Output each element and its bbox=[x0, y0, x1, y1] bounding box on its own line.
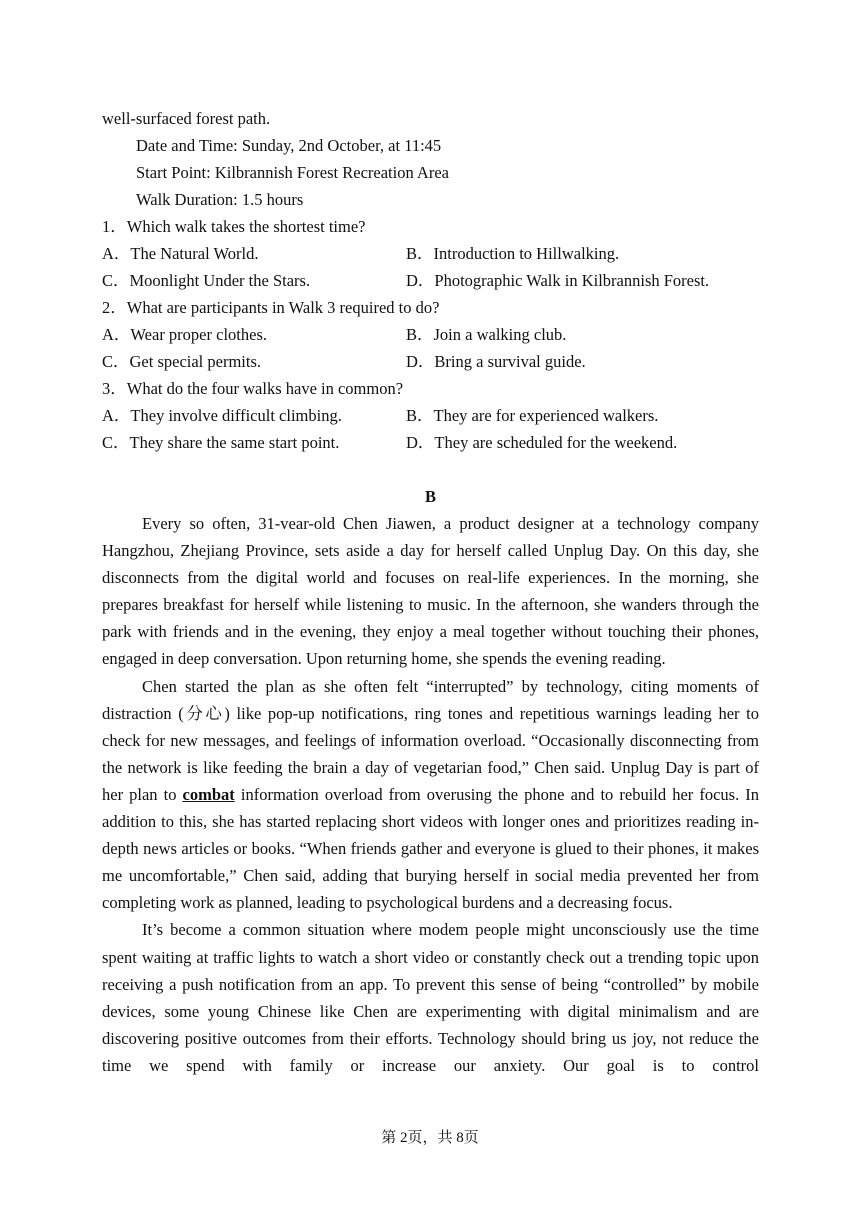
walk-date-time: Date and Time: Sunday, 2nd October, at 11:45 bbox=[136, 136, 442, 155]
paragraph-2-text-before: Chen started the plan as she often felt “interrupted” by technology, citing moments of distraction (分心) like pop-up notifications, ring tones and repetitious warnings leading her to check for new messages, and feelings of information overload. “Occasionally disconnecting from the network is like feeding the brain a day of vegetarian food,” Chen said. Unplug Day is part of her plan to bbox=[102, 676, 759, 804]
option-c: C．Get special permits. bbox=[102, 352, 262, 371]
page-number-footer: 第 2页，共 8页 bbox=[381, 1130, 479, 1146]
question-2 bbox=[102, 294, 759, 375]
walk-start-point: Start Point: Kilbrannish Forest Recreation Area bbox=[136, 163, 449, 182]
question-3 bbox=[102, 375, 759, 456]
intro-line: well-surfaced forest path. bbox=[102, 109, 271, 128]
option-a: A．They involve difficult climbing. bbox=[102, 406, 342, 425]
question-stem: 1．Which walk takes the shortest time? bbox=[102, 217, 366, 236]
option-a: A．Wear proper clothes. bbox=[102, 325, 267, 344]
walk-duration: Walk Duration: 1.5 hours bbox=[136, 190, 304, 209]
option-c: C．Moonlight Under the Stars. bbox=[102, 271, 311, 290]
option-b: B．Join a walking club. bbox=[406, 325, 567, 344]
paragraph-2 bbox=[102, 673, 759, 917]
option-b: B．They are for experienced walkers. bbox=[406, 406, 659, 425]
paragraph-1: Every so often, 31-vear-old Chen Jiawen, a product designer at a technology company Hangzhou, Zhejiang Province, sets aside a day for herself called Unplug Day. On this day, she disconnects from the digital world and focuses on real-life experiences. In the morning, she prepares breakfast for herself while listening to music. In the afternoon, she wanders through the park with friends and in the evening, they enjoy a meal together without touching their phones, engaged in deep conversation. Upon returning home, she spends the evening reading. bbox=[102, 514, 759, 669]
keyword-combat: combat bbox=[182, 784, 235, 804]
question-stem: 2．What are participants in Walk 3 required to do? bbox=[102, 298, 440, 317]
option-c: C．They share the same start point. bbox=[102, 433, 340, 452]
option-d: D．They are scheduled for the weekend. bbox=[406, 433, 678, 452]
question-1 bbox=[102, 213, 759, 294]
paragraph-3: It’s become a common situation where modem people might unconsciously use the time spent waiting at traffic lights to watch a short video or constantly check out a trending topic upon receiving a push notification from an app. To prevent this sense of being “controlled” by mobile devices, some young Chinese like Chen are experimenting with digital minimalism and are discovering positive outcomes from their efforts. Technology should bring us joy, not reduce the time we spend with family or increase our anxiety. Our goal is to control bbox=[102, 920, 759, 1075]
passage-b bbox=[102, 510, 759, 1079]
section-heading: B bbox=[424, 487, 436, 506]
page-content bbox=[102, 105, 759, 1079]
paragraph-2-text-after: information overload from overusing the phone and to rebuild her focus. In addition to this, she has started replacing short videos with longer ones and prioritizes reading in-depth news articles or books. “When friends gather and everyone is glued to their phones, it makes me uncomfortable,” Chen said, adding that burying herself in social media prevented her from completing work as planned, leading to psychological burdens and a decreasing focus. bbox=[102, 784, 760, 913]
option-a: A．The Natural World. bbox=[102, 244, 259, 263]
option-d: D．Photographic Walk in Kilbrannish Forest. bbox=[406, 271, 710, 290]
option-d: D．Bring a survival guide. bbox=[406, 352, 586, 371]
option-b: B．Introduction to Hillwalking. bbox=[406, 244, 620, 263]
question-stem: 3．What do the four walks have in common? bbox=[102, 379, 404, 398]
